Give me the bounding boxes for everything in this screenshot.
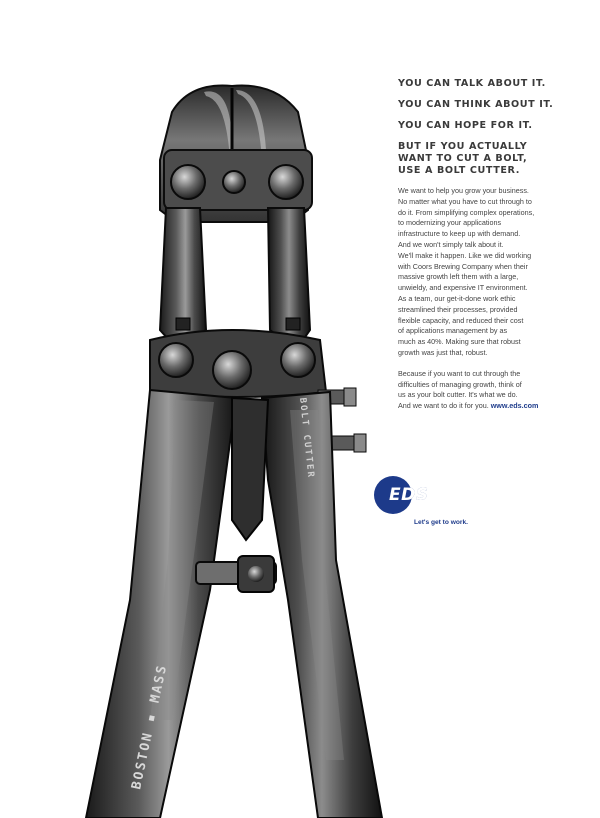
right-handle-engraving: BOLT CUTTER <box>297 397 316 480</box>
ad-copy <box>398 78 578 422</box>
headline-list <box>398 78 578 177</box>
headline-line: YOU CAN TALK ABOUT IT. <box>398 78 546 89</box>
headline-line: YOU CAN HOPE FOR IT. <box>398 120 533 131</box>
body-paragraph-2 <box>398 369 578 412</box>
eds-logo-text: EDS <box>389 485 429 505</box>
left-handle-engraving: BOSTON ▪ MASS <box>129 662 171 791</box>
website-link[interactable]: www.eds.com <box>490 401 539 411</box>
eds-logo <box>374 476 474 530</box>
body-paragraph-1: We want to help you grow your business. No matter what you have to cut through to do it. From simplifying complex operations, to modernizing your applications infrastructure to keep up with demand. And we won't simply talk about it. We'll make it happen. Like we did working with Coors Brewing Company when their massive growth left them with a large, unwieldy, and expensive IT environment. As a team, our get-it-done work ethic streamlined their processes, provided flexible capacity, and reduced their cost of applications management by as much as 40%. Making sure that robust growth was just that, robust. <box>398 186 535 357</box>
tagline: Let's get to work. <box>414 519 468 526</box>
headline-line: YOU CAN THINK ABOUT IT. <box>398 99 554 110</box>
body-paragraph-2-text: Because if you want to cut through the difficulties of managing growth, think of us as your bolt cutter. It's what we do. And we want to do it for you. <box>398 368 522 411</box>
headline-line: BUT IF YOU ACTUALLY WANT TO CUT A BOLT, USE A BOLT CUTTER. <box>398 141 528 176</box>
